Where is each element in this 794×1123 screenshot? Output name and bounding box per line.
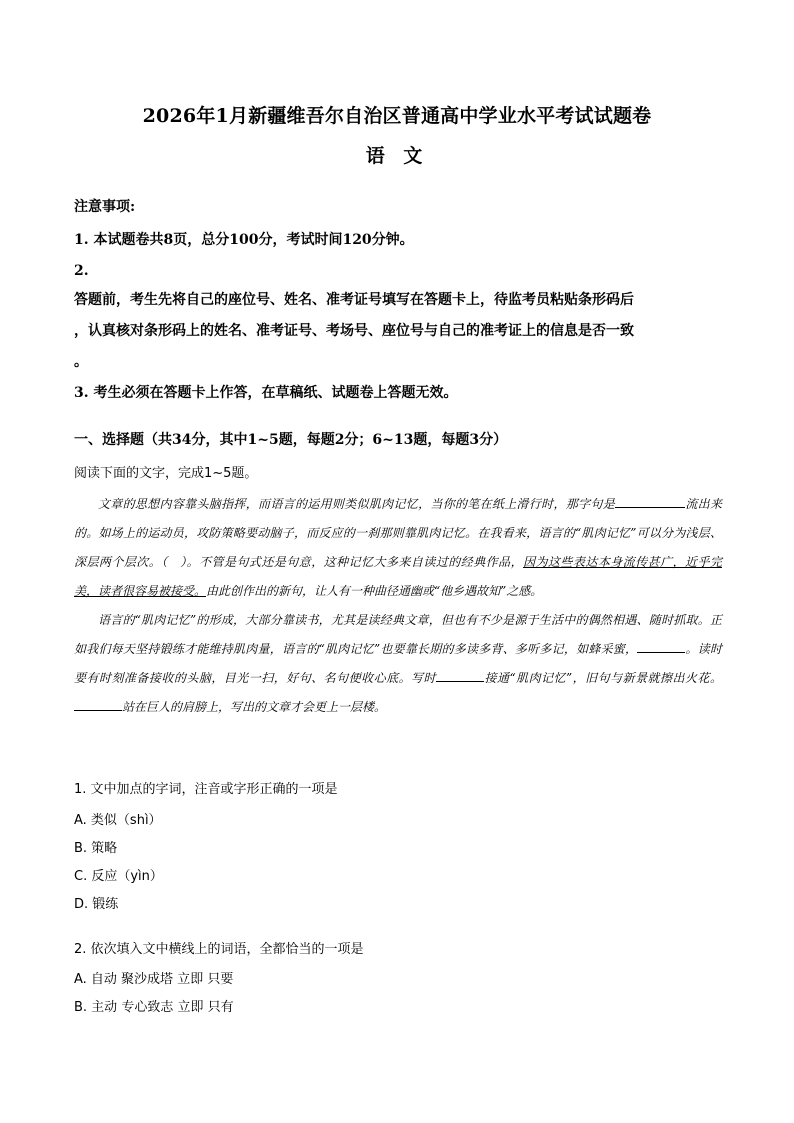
reading-instruction: 阅读下面的文字，完成1~5题。	[74, 466, 258, 481]
question-2-stem: 2. 依次填入文中横线上的词语，全都恰当的一项是	[74, 942, 364, 957]
notice-item-3: 3. 考生必须在答题卡上作答，在草稿纸、试题卷上答题无效。	[74, 385, 458, 401]
passage-p2-part-d: 站在巨人的肩膀上，写出的文章才会更上一层楼。	[122, 700, 387, 714]
notice-item-2-line-3: 。	[74, 354, 88, 370]
question-1-option-c: C. 反应（yìn）	[74, 869, 163, 884]
passage-paragraph-1	[74, 490, 722, 606]
passage-p2-part-c: 接通“肌肉记忆”，旧句与新景就擦出火花。	[484, 671, 722, 685]
passage-p2-part-b: 。读时要有时刻准备接收的头脑，目光一扫，好句、名句便收心底。写时	[74, 642, 722, 685]
notice-heading: 注意事项:	[74, 199, 136, 215]
blank-4	[74, 696, 122, 711]
question-1-option-d: D. 锻练	[74, 897, 119, 912]
notice-item-2-line-1: 答题前，考生先将自己的座位号、姓名、准考证号填写在答题卡上，待监考员粘贴条形码后	[74, 292, 634, 308]
passage-paragraph-2	[74, 606, 722, 722]
question-2-option-a: A. 自动 聚沙成塔 立即 只要	[74, 972, 234, 987]
notice-item-2-line-2: ，认真核对条形码上的姓名、准考证号、考场号、座位号与自己的准考证上的信息是否一致	[74, 323, 634, 339]
subject-title: 语 文	[365, 145, 429, 167]
passage-p1-part-c: 由此创作出的新句，让人有一种曲径通幽或“他乡遇故知”之感。	[206, 584, 543, 598]
blank-3b	[458, 667, 484, 682]
passage-p2-part-a: 语言的“肌肉记忆”的形成，大部分靠读书，尤其是读经典文章，但也有不少是源于生活中的偶然相遇、随时抓取。正如我们每天坚持锻练才能维持肌肉量，语言的“肌肉记忆”也要靠长期的多读多背、多听多记，如蜂采蜜，	[74, 613, 722, 656]
question-1-option-b: B. 策略	[74, 841, 118, 856]
question-1-stem: 1. 文中加点的字词，注音或字形正确的一项是	[74, 782, 338, 797]
blank-3a	[436, 667, 458, 682]
notice-item-2-number: 2.	[74, 263, 89, 279]
section-heading: 一、选择题（共34分，其中1~5题，每题2分；6~13题，每题3分）	[74, 432, 508, 448]
passage-p1-part-a: 文章的思想内容靠头脑指挥，而语言的运用则类似肌肉记忆，当你的笔在纸上滑行时，那字句是	[98, 497, 616, 511]
question-2-option-b: B. 主动 专心致志 立即 只有	[74, 1000, 234, 1015]
reading-passage	[74, 490, 722, 722]
passage-p1-part-b: 流出来的。如场上的运动员，攻防策略要动脑子，而反应的一刹那则靠肌肉记忆。在我看来，语言的“肌肉记忆”可以分为浅层、深层两个层次。（ ）。不管是句式还是句意，这种记忆大多来自读过的经典作品，	[74, 497, 722, 569]
blank-1a	[615, 493, 661, 508]
exam-title: 2026年1月新疆维吾尔自治区普通高中学业水平考试试题卷	[142, 105, 652, 127]
blank-2	[637, 638, 685, 653]
passage-underlined-sentence: 因为这些表达本身流传甚广，近乎完美，读者很容易被接受。	[74, 555, 722, 598]
question-1-option-a: A. 类似（shì）	[74, 813, 162, 828]
blank-1b	[661, 493, 685, 508]
notice-item-1: 1. 本试题卷共8页，总分100分，考试时间120分钟。	[74, 232, 414, 248]
